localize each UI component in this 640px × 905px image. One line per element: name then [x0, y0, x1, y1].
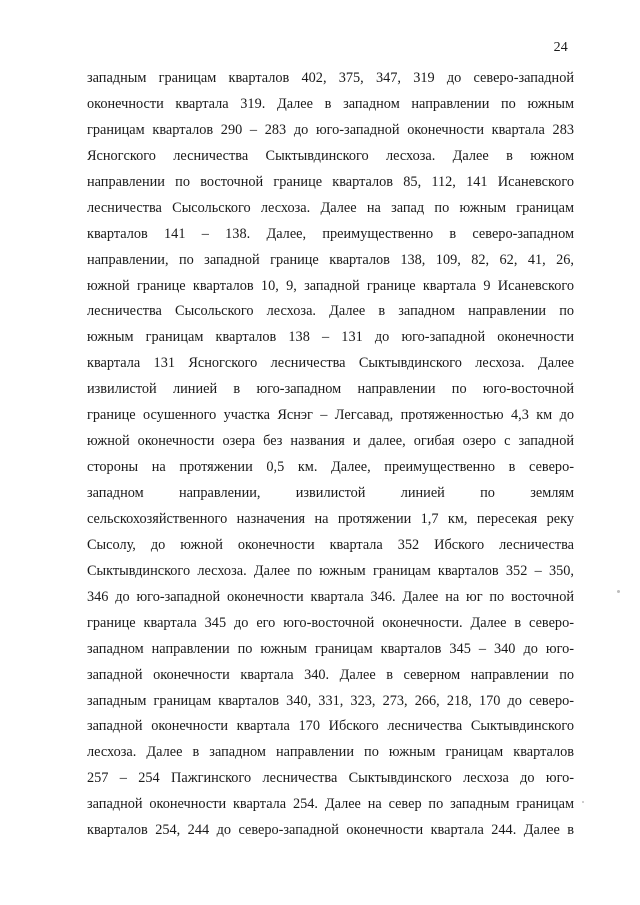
text-line: западным границам кварталов 340, 331, 323, 273, 266, 218, 170 до северо-	[87, 692, 574, 709]
text-line: извилистой линией в юго-западном направлении по юго-восточной	[87, 381, 574, 398]
text-line: Ясногского лесничества Сыктывдинского лесхоза. Далее в южном	[87, 147, 574, 164]
text-line: кварталов 254, 244 до северо-западной оконечности квартала 244. Далее в	[87, 822, 574, 839]
text-line: западной оконечности квартала 340. Далее в северном направлении по	[87, 666, 574, 683]
scan-speck	[582, 801, 584, 803]
text-line: западной оконечности квартала 254. Далее на север по западным границам	[87, 796, 574, 813]
text-line: Сысолу, до южной оконечности квартала 352 Ибского лесничества	[87, 536, 574, 553]
text-line: сельскохозяйственного назначения на протяжении 1,7 км, пересекая реку	[87, 510, 574, 527]
text-line: южным границам кварталов 138 – 131 до юго-западной оконечности	[87, 329, 574, 346]
scan-speck	[617, 590, 620, 593]
body-text	[87, 66, 574, 844]
text-line: южной оконечности озера без названия и далее, огибая озеро с западной	[87, 433, 574, 450]
text-line: границе осушенного участка Яснэг – Легсавад, протяженностью 4,3 км до	[87, 407, 574, 424]
text-line: 346 до юго-западной оконечности квартала 346. Далее на юг по восточной	[87, 588, 574, 605]
text-line: западным границам кварталов 402, 375, 347, 319 до северо-западной	[87, 70, 574, 86]
text-line: южной границе кварталов 10, 9, западной границе квартала 9 Исаневского	[87, 277, 574, 294]
page-number: 24	[553, 40, 568, 55]
text-line: Сыктывдинского лесхоза. Далее по южным границам кварталов 352 – 350,	[87, 562, 574, 579]
text-line: 257 – 254 Пажгинского лесничества Сыктывдинского лесхоза до юго-	[87, 770, 574, 787]
text-line: квартала 131 Ясногского лесничества Сыктывдинского лесхоза. Далее	[87, 355, 574, 372]
text-line: направлении, по западной границе кварталов 138, 109, 82, 62, 41, 26,	[87, 251, 574, 268]
text-line: оконечности квартала 319. Далее в западном направлении по южным	[87, 95, 574, 112]
text-line: лесничества Сысольского лесхоза. Далее в западном направлении по	[87, 303, 574, 320]
text-line: стороны на протяжении 0,5 км. Далее, преимущественно в северо-	[87, 459, 574, 476]
text-line: западной оконечности квартала 170 Ибского лесничества Сыктывдинского	[87, 718, 574, 735]
text-line: направлении по восточной границе кварталов 85, 112, 141 Исаневского	[87, 173, 574, 190]
text-line: кварталов 141 – 138. Далее, преимущественно в северо-западном	[87, 225, 574, 242]
text-line: границе квартала 345 до его юго-восточной оконечности. Далее в северо-	[87, 614, 574, 631]
text-line: лесничества Сысольского лесхоза. Далее на запад по южным границам	[87, 199, 574, 216]
text-line: лесхоза. Далее в западном направлении по южным границам кварталов	[87, 744, 574, 761]
text-line: границам кварталов 290 – 283 до юго-западной оконечности квартала 283	[87, 121, 574, 138]
text-line: западном направлении по южным границам кварталов 345 – 340 до юго-	[87, 640, 574, 657]
text-line: западном направлении, извилистой линией по землям	[87, 485, 574, 501]
